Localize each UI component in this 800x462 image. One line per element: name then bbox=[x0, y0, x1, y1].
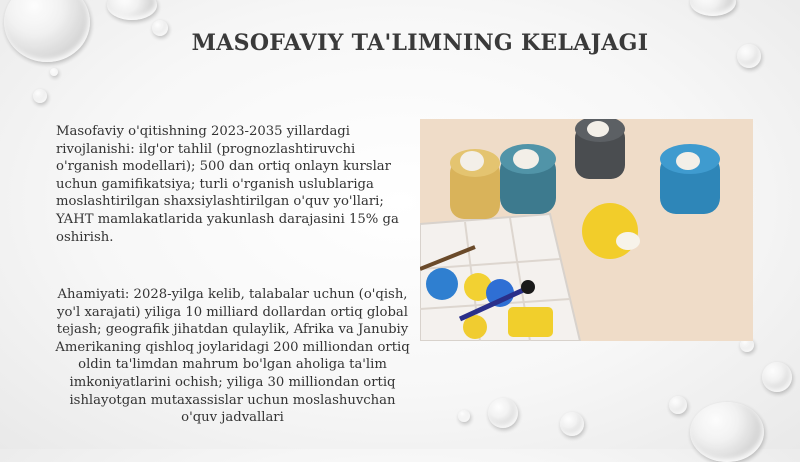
body-paragraph-development: Masofaviy o'qitishning 2023-2035 yillardagi rivojlanishi: ilg'or tahlil (prognozlashtiruvchi o'rganish modellari); 500 dan ortiq onlayn kurslar uchun gamifikatsiya; turli o'rganish uslublariga moslashtirilgan shaxsiylashtirilgan o'quv yo'llari; YAHT mamlakatlarida yakunlash darajasini 15% ga oshirish. bbox=[56, 124, 399, 245]
paint-jars-photo bbox=[420, 119, 753, 341]
water-drop-decoration bbox=[690, 402, 764, 462]
slide-title: MASOFAVIY TA'LIMNING KELAJAGI bbox=[191, 30, 649, 56]
water-drop-decoration bbox=[107, 0, 157, 20]
water-drop-decoration bbox=[669, 396, 687, 414]
water-drop-decoration bbox=[458, 410, 470, 422]
water-drop-decoration bbox=[488, 398, 518, 428]
body-paragraph-importance: Ahamiyati: 2028-yilga kelib, talabalar uchun (o'qish, yo'l xarajati) yiliga 10 milliard dollardan ortiq global tejash; geografik jihatdan qulaylik, Afrika va Janubiy Amerikaning qishloq joylaridagi 200 milliondan ortiq oldin ta'limdan mahrum bo'lgan aholiga ta'lim imkoniyatlarini ochish; yiliga 30 milliondan ortiq ishlayotgan mutaxassislar uchun moslashuvchan o'quv jadvallari bbox=[55, 287, 410, 426]
water-drop-decoration bbox=[33, 89, 47, 103]
water-drop-decoration bbox=[50, 68, 58, 76]
water-drop-decoration bbox=[762, 362, 792, 392]
water-drop-decoration bbox=[737, 44, 761, 68]
water-drop-decoration bbox=[4, 0, 90, 62]
water-drop-decoration bbox=[560, 412, 584, 436]
water-drop-decoration bbox=[690, 0, 736, 16]
paint-jars-illustration bbox=[420, 119, 753, 341]
